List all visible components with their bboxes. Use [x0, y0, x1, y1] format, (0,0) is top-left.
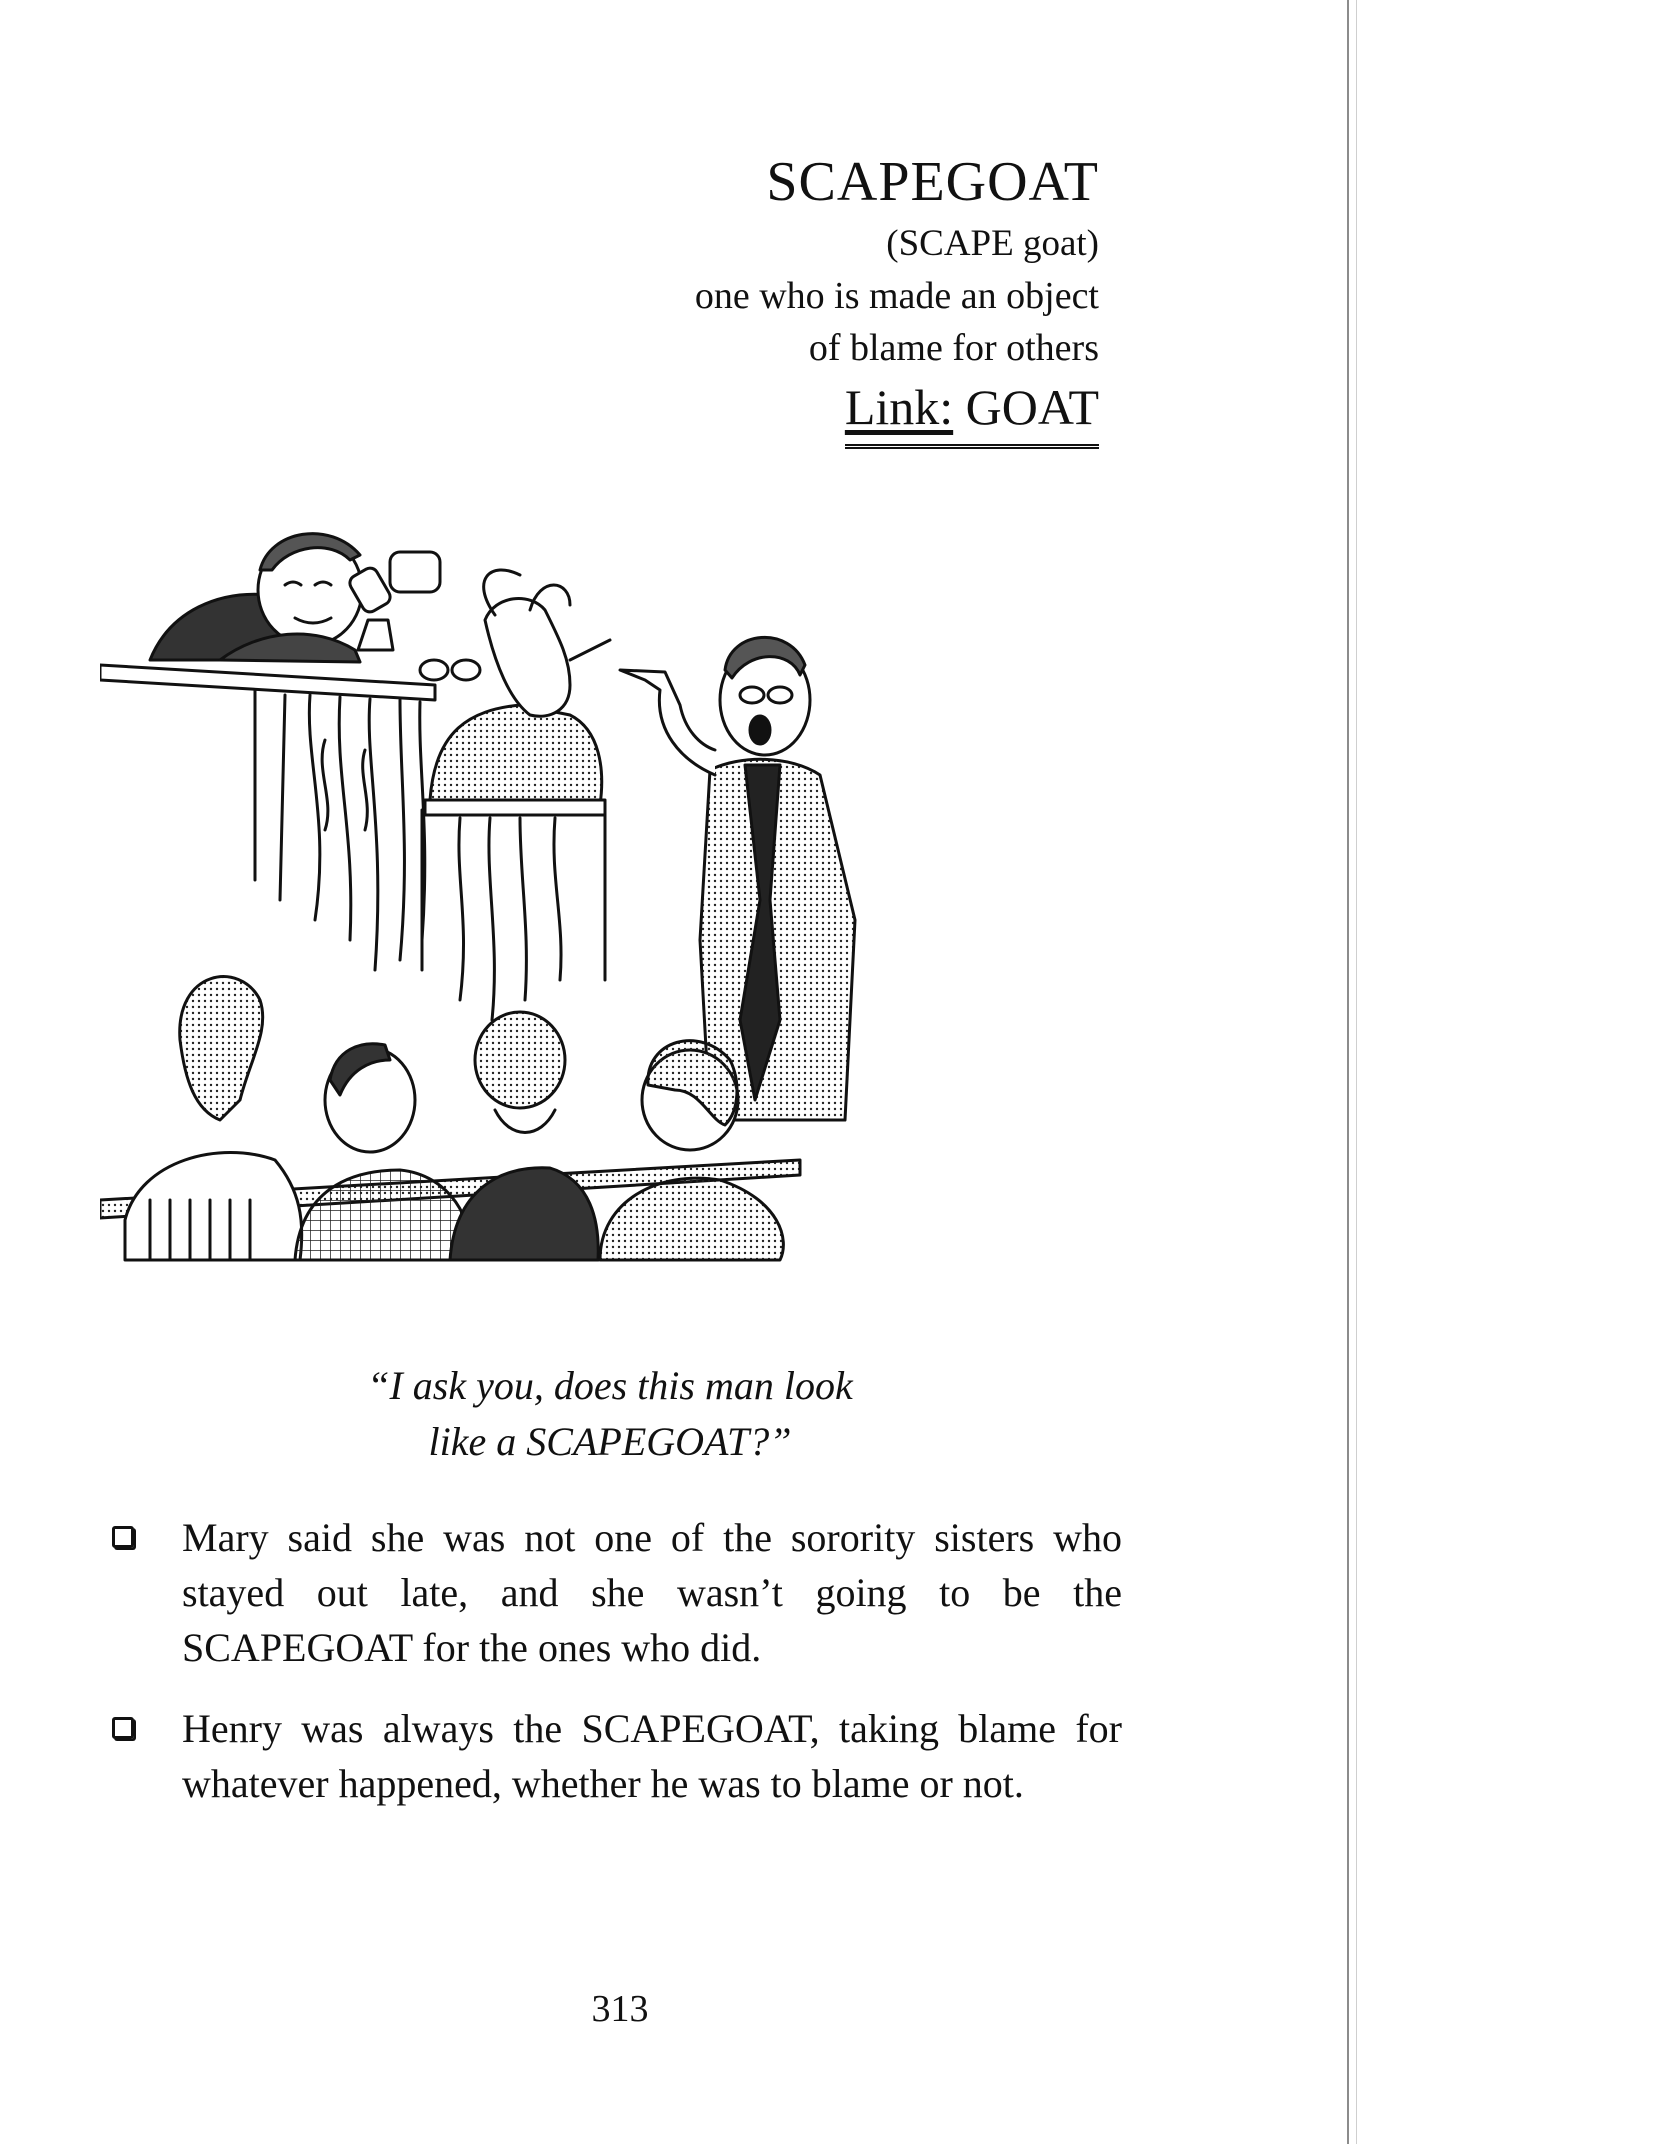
definition-line-2: of blame for others: [808, 327, 1099, 369]
page-number: 313: [591, 1988, 649, 2030]
entry-header: [399, 150, 1099, 449]
checkbox-bullet-icon: [112, 1717, 134, 1739]
judge-bench: [100, 665, 435, 970]
example-item: [112, 1701, 1122, 1811]
checkbox-bullet-icon: [112, 1526, 134, 1548]
caption-line-2: like a SCAPEGOAT?”: [428, 1419, 792, 1464]
lawyer-figure: [620, 637, 855, 1120]
page-edge-line: [1347, 0, 1349, 2144]
example-text: Henry was always the SCAPEGOAT, taking blame for whatever happened, whether he was to blame or not.: [182, 1706, 1122, 1806]
example-item: [112, 1510, 1122, 1675]
pronunciation: (SCAPE goat): [886, 223, 1099, 264]
headword: SCAPEGOAT: [766, 151, 1099, 213]
courtroom-cartoon-illustration: [100, 500, 1080, 1350]
illustration-caption: [200, 1358, 1020, 1470]
link-line: [845, 376, 1099, 449]
example-sentences: [112, 1510, 1122, 1837]
link-label: Link:: [844, 379, 954, 435]
goat-witness-figure: [422, 570, 610, 1020]
page-edge-line-secondary: [1356, 0, 1357, 2144]
example-text: Mary said she was not one of the sorority sisters who stayed out late, and she wasn’t going to be the SCAPEGOAT for the ones who did.: [182, 1515, 1122, 1670]
judge-figure: [150, 534, 480, 680]
link-word: GOAT: [965, 379, 1099, 435]
caption-line-1: “I ask you, does this man look: [367, 1363, 853, 1408]
definition-line-1: one who is made an object: [694, 275, 1099, 317]
audience-figures: [100, 977, 800, 1260]
